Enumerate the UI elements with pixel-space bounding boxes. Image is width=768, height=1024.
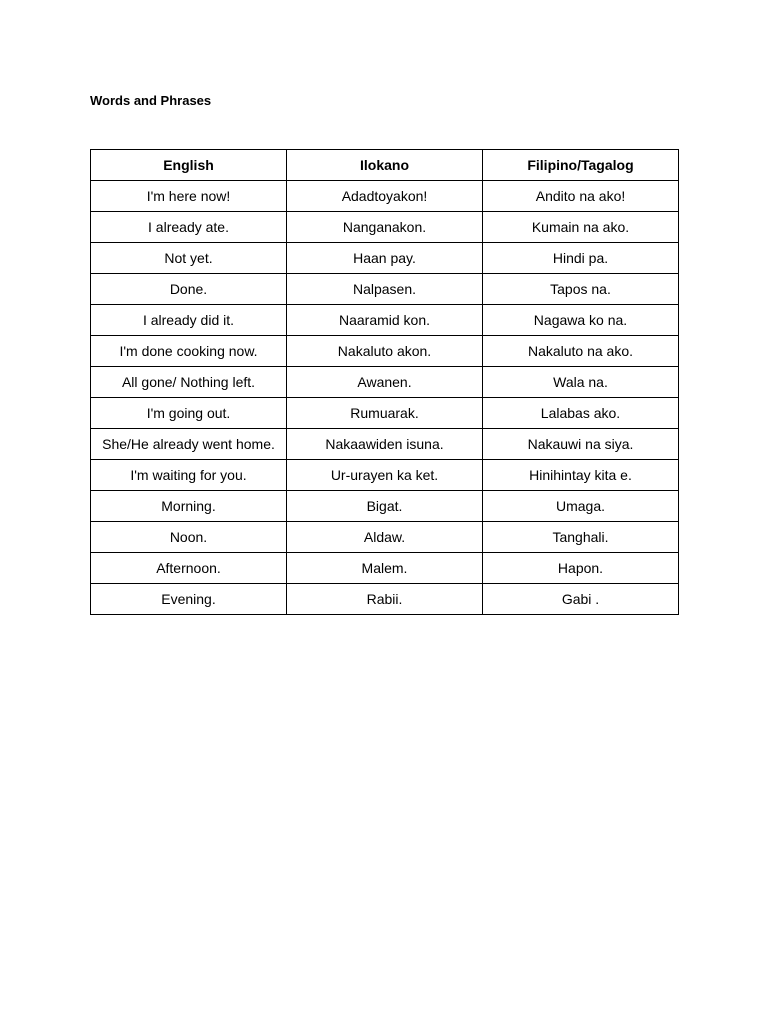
table-cell-english: Morning. bbox=[91, 491, 287, 522]
table-cell-filipino-tagalog: Andito na ako! bbox=[483, 181, 679, 212]
column-header-filipino-tagalog: Filipino/Tagalog bbox=[483, 150, 679, 181]
table-cell-english: I already did it. bbox=[91, 305, 287, 336]
table-cell-ilokano: Adadtoyakon! bbox=[287, 181, 483, 212]
table-row bbox=[91, 522, 679, 553]
table-cell-filipino-tagalog: Nakauwi na siya. bbox=[483, 429, 679, 460]
table-cell-filipino-tagalog: Hindi pa. bbox=[483, 243, 679, 274]
table-row bbox=[91, 305, 679, 336]
table-row bbox=[91, 584, 679, 615]
table-cell-ilokano: Rabii. bbox=[287, 584, 483, 615]
table-cell-filipino-tagalog: Lalabas ako. bbox=[483, 398, 679, 429]
table-cell-filipino-tagalog: Hinihintay kita e. bbox=[483, 460, 679, 491]
table-row bbox=[91, 429, 679, 460]
table-cell-ilokano: Naaramid kon. bbox=[287, 305, 483, 336]
table-cell-filipino-tagalog: Nakaluto na ako. bbox=[483, 336, 679, 367]
table-cell-filipino-tagalog: Tapos na. bbox=[483, 274, 679, 305]
table-cell-filipino-tagalog: Wala na. bbox=[483, 367, 679, 398]
table-cell-ilokano: Nakaluto akon. bbox=[287, 336, 483, 367]
table-cell-ilokano: Rumuarak. bbox=[287, 398, 483, 429]
page-title: Words and Phrases bbox=[90, 93, 212, 108]
table-cell-english: She/He already went home. bbox=[91, 429, 287, 460]
table-cell-english: I'm going out. bbox=[91, 398, 287, 429]
table-row bbox=[91, 398, 679, 429]
table-cell-filipino-tagalog: Nagawa ko na. bbox=[483, 305, 679, 336]
table-cell-english: All gone/ Nothing left. bbox=[91, 367, 287, 398]
table-cell-filipino-tagalog: Umaga. bbox=[483, 491, 679, 522]
table-row bbox=[91, 336, 679, 367]
table-row bbox=[91, 460, 679, 491]
column-header-ilokano: Ilokano bbox=[287, 150, 483, 181]
table-row bbox=[91, 181, 679, 212]
table-cell-filipino-tagalog: Kumain na ako. bbox=[483, 212, 679, 243]
table-cell-filipino-tagalog: Tanghali. bbox=[483, 522, 679, 553]
table-cell-ilokano: Malem. bbox=[287, 553, 483, 584]
table-body bbox=[91, 181, 679, 615]
table-row bbox=[91, 367, 679, 398]
table-row bbox=[91, 212, 679, 243]
table-cell-english: Noon. bbox=[91, 522, 287, 553]
table-cell-ilokano: Ur-urayen ka ket. bbox=[287, 460, 483, 491]
table-cell-ilokano: Awanen. bbox=[287, 367, 483, 398]
table-cell-ilokano: Haan pay. bbox=[287, 243, 483, 274]
table-row bbox=[91, 243, 679, 274]
table-cell-ilokano: Aldaw. bbox=[287, 522, 483, 553]
table-row bbox=[91, 491, 679, 522]
table-cell-ilokano: Nanganakon. bbox=[287, 212, 483, 243]
table-header-row bbox=[91, 150, 679, 181]
table-cell-english: I'm here now! bbox=[91, 181, 287, 212]
table-cell-filipino-tagalog: Hapon. bbox=[483, 553, 679, 584]
phrases-table bbox=[90, 149, 679, 615]
table-cell-english: I already ate. bbox=[91, 212, 287, 243]
column-header-english: English bbox=[91, 150, 287, 181]
table-cell-filipino-tagalog: Gabi . bbox=[483, 584, 679, 615]
table-cell-english: Done. bbox=[91, 274, 287, 305]
table-row bbox=[91, 553, 679, 584]
table-cell-ilokano: Nakaawiden isuna. bbox=[287, 429, 483, 460]
table-cell-ilokano: Bigat. bbox=[287, 491, 483, 522]
table-cell-english: Afternoon. bbox=[91, 553, 287, 584]
table-cell-english: I'm waiting for you. bbox=[91, 460, 287, 491]
table-cell-english: Evening. bbox=[91, 584, 287, 615]
table-row bbox=[91, 274, 679, 305]
table-cell-english: Not yet. bbox=[91, 243, 287, 274]
table-cell-ilokano: Nalpasen. bbox=[287, 274, 483, 305]
table-cell-english: I'm done cooking now. bbox=[91, 336, 287, 367]
